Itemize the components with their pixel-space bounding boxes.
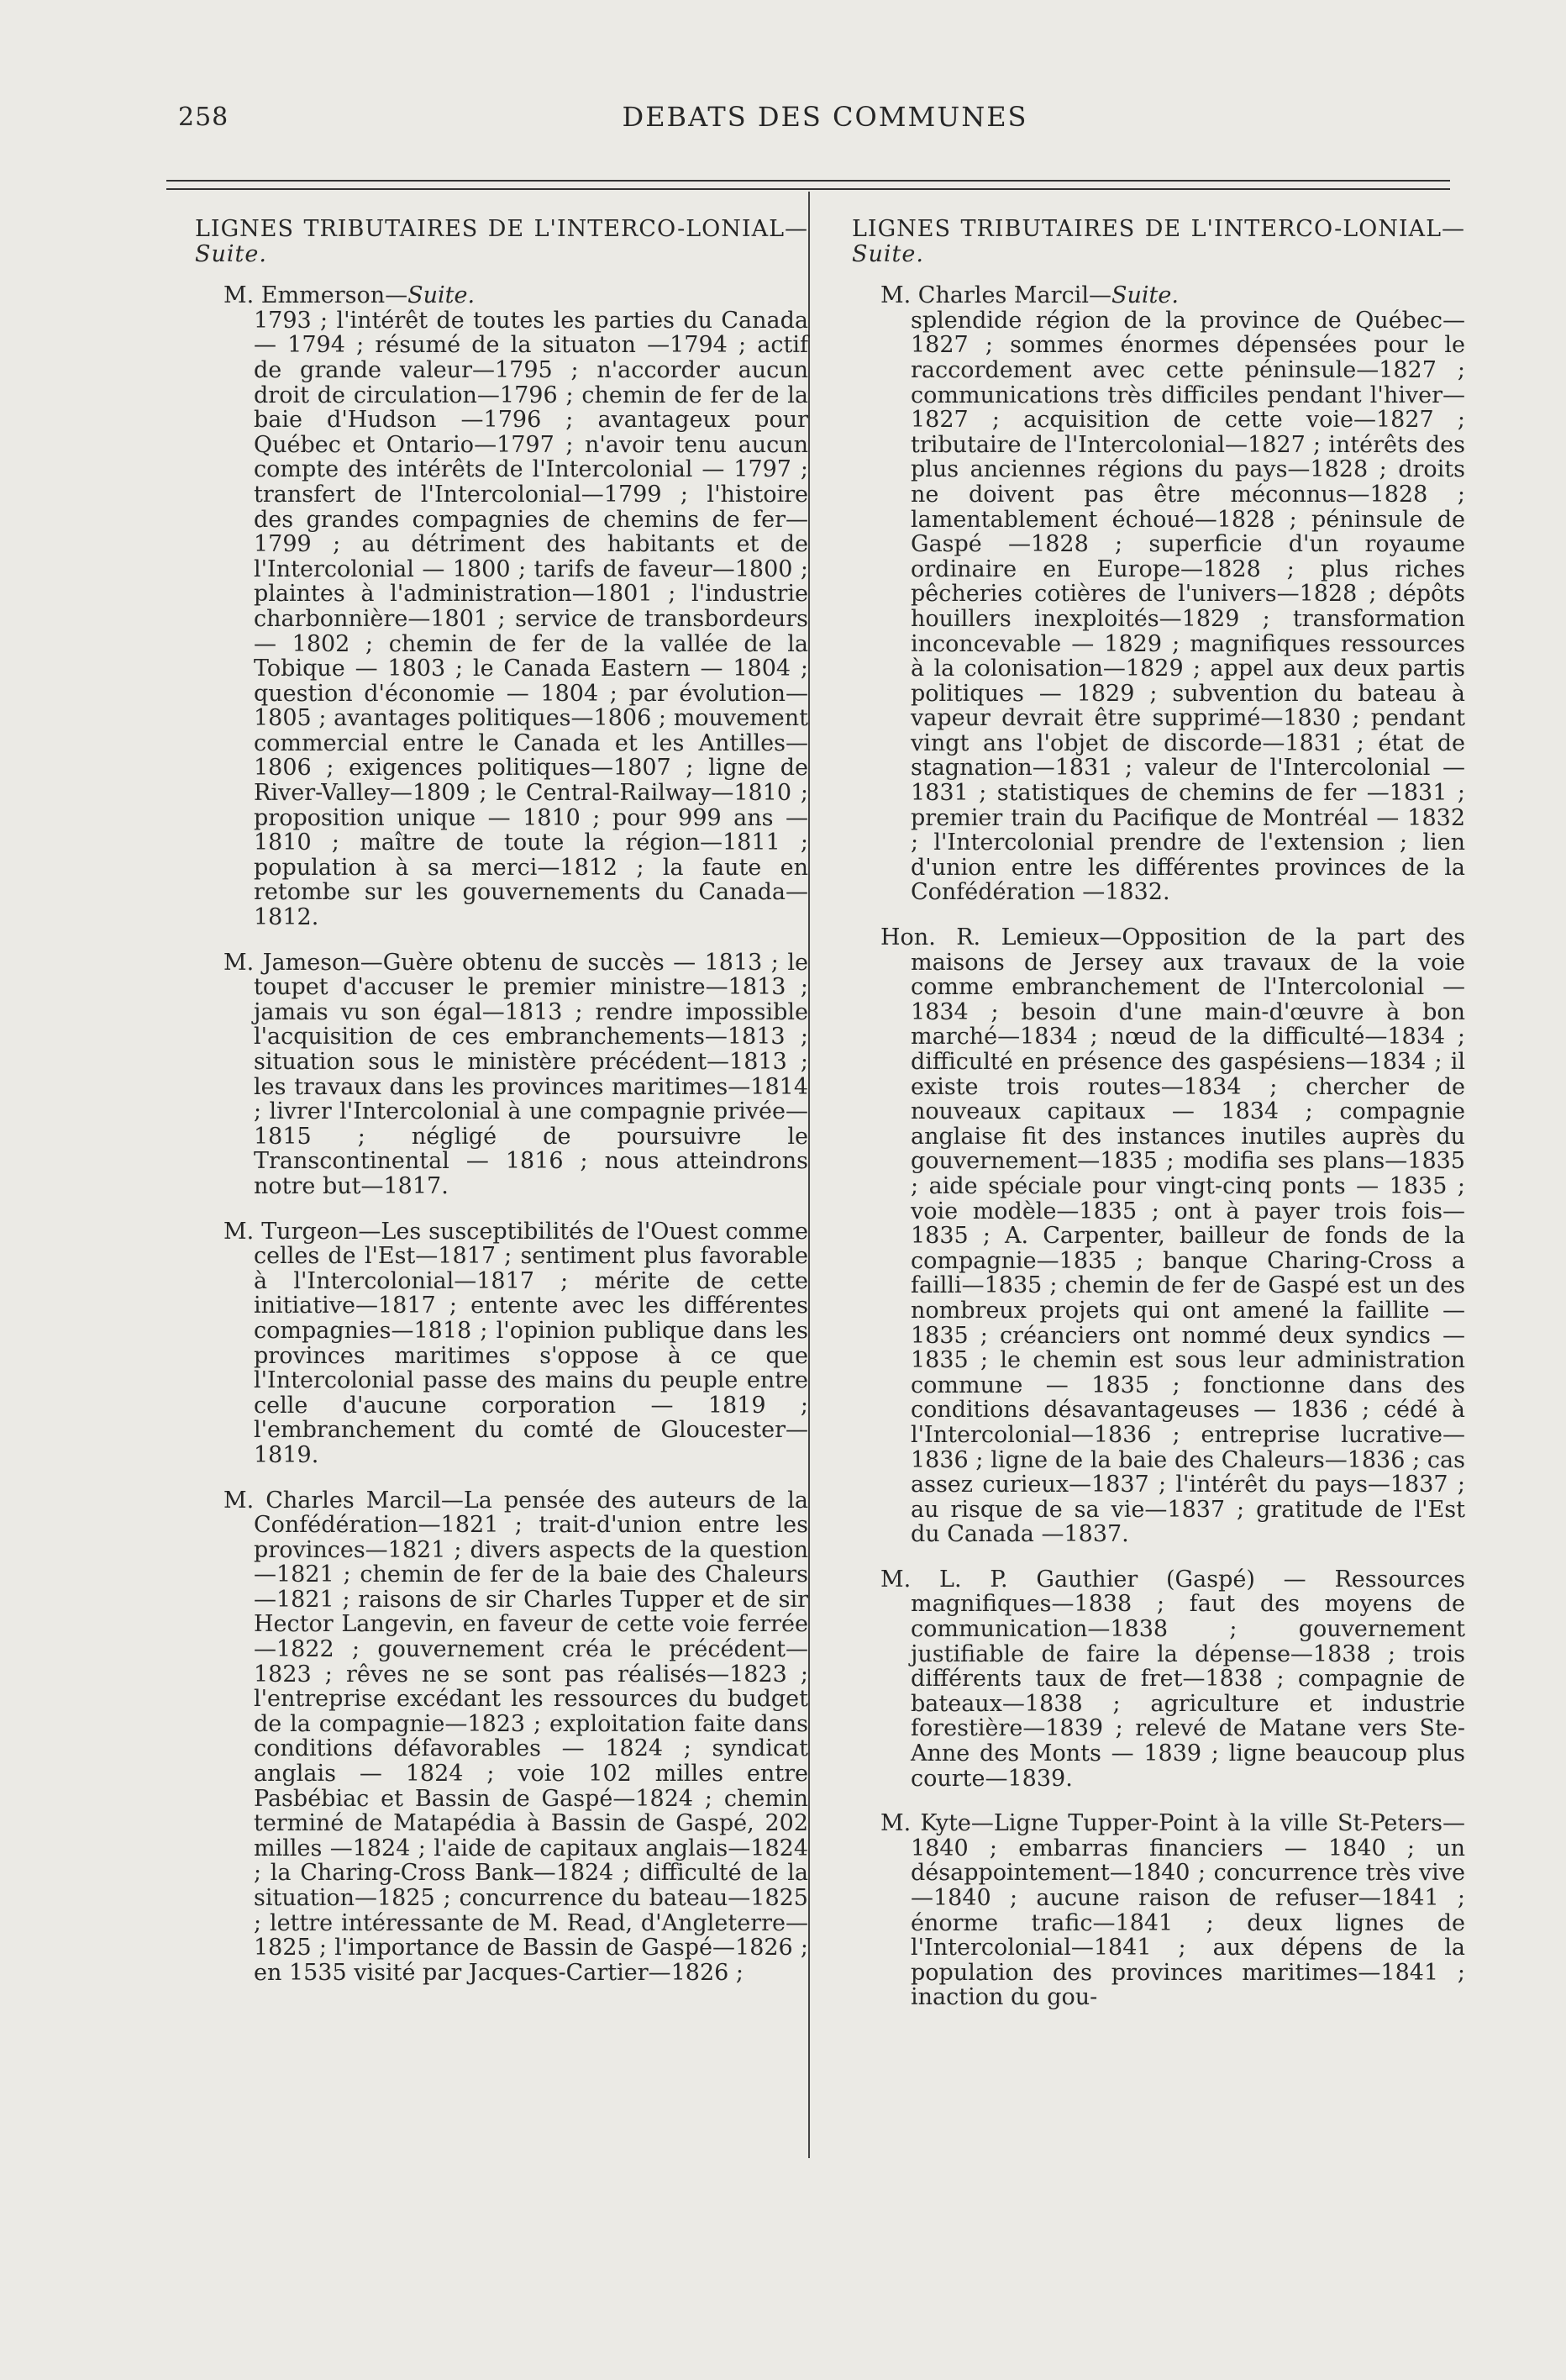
index-entry: M. Jameson—Guère obtenu de succès — 1813 ; le toupet d'accuser le premier ministre—1813 ; jamais vu son égal—1813 ; rendre impossible l'acquisition de ces embranchements—1813 ; situation sous le ministère précédent—1813 ; les travaux dans les provinces maritimes—1814 ; livrer l'Intercolonial à une compagnie privée—1815 ; négligé de poursuivre le Transcontinental — 1816 ; nous atteindrons notre but—1817. [223,949,808,1199]
index-entry: M. Charles Marcil—La pensée des auteurs de la Confédération—1821 ; trait-d'union entre les provinces—1821 ; divers aspects de la question—1821 ; chemin de fer de la baie des Chaleurs—1821 ; raisons de sir Charles Tupper et de sir Hector Langevin, en faveur de cette voie ferrée—1822 ; gouvernement créa le précédent—1823 ; rêves ne se sont pas réalisés—1823 ; l'entreprise excédant les ressources du budget de la compagnie—1823 ; exploitation faite dans conditions défavorables — 1824 ; syndicat anglais — 1824 ; voie 102 milles entre Pasbébiac et Bassin de Gaspé—1824 ; chemin terminé de Matapédia à Bassin de Gaspé, 202 milles —1824 ; l'aide de capitaux anglais—1824 ; la Charing-Cross Bank—1824 ; difficulté de la situation—1825 ; concurrence du bateau—1825 ; lettre intéressante de M. Read, d'Angleterre—1825 ; l'importance de Bassin de Gaspé—1826 ; en 1535 visité par Jacques-Cartier—1826 ; [223,1487,808,1986]
index-entry [187,283,808,929]
column-divider [808,192,810,2158]
index-entry: M. L. P. Gauthier (Gaspé) — Ressources magnifiques—1838 ; faut des moyens de communication—1838 ; gouvernement justifiable de faire la dépense—1838 ; trois différents taux de fret—1838 ; compagnie de bateaux—1838 ; agriculture et industrie forestière—1839 ; relevé de Matane vers Ste-Anne des Monts — 1839 ; ligne beaucoup plus courte—1839. [880,1566,1465,1792]
heading-text: LIGNES TRIBUTAIRES DE L'INTERCO-LONIAL— [195,216,808,242]
index-entry: M. Turgeon—Les susceptibilités de l'Ouest comme celles de l'Est—1817 ; sentiment plus favorable à l'Intercolonial—1817 ; mérite de cette initiative—1817 ; entente avec les différentes compagnies—1818 ; l'opinion publique dans les provinces maritimes s'oppose à ce que l'Intercolonial passe des mains du peuple entre celle d'aucune corporation — 1819 ; l'embranchement du comté de Gloucester—1819. [223,1218,808,1468]
index-entry: Hon. R. Lemieux—Opposition de la part des maisons de Jersey aux travaux de la voie comme embranchement de l'Intercolonial — 1834 ; besoin d'une main-d'œuvre à bon marché—1834 ; nœud de la difficulté—1834 ; difficulté en présence des gaspésiens—1834 ; il existe trois routes—1834 ; chercher de nouveaux capitaux — 1834 ; compagnie anglaise fit des instances inutiles auprès du gouvernement—1835 ; modifia ses plans—1835 ; aide spéciale pour vingt-cinq ponts — 1835 ; voie modèle—1835 ; ont à payer trois fois—1835 ; A. Carpenter, bailleur de fonds de la compagnie—1835 ; banque Charing-Cross a failli—1835 ; chemin de fer de Gaspé est un des nombreux projets qui ont amené la faillite — 1835 ; créanciers ont nommé deux syndics — 1835 ; le chemin est sous leur administration commune — 1835 ; fonctionne dans des conditions désavantageuses — 1836 ; cédé à l'Intercolonial—1836 ; entreprise lucrative—1836 ; ligne de la baie des Chaleurs—1836 ; cas assez curieux—1837 ; l'intérêt du pays—1837 ; au risque de sa vie—1837 ; gratitude de l'Est du Canada —1837. [880,924,1465,1548]
section-heading [195,217,808,266]
right-column [843,217,1465,2030]
entry-text: 1793 ; l'intérêt de toutes les parties du Canada — 1794 ; résumé de la situaton —1794 ; actif de grande valeur—1795 ; n'accorder aucun droit de circulation—1796 ; chemin de fer de la baie d'Hudson —1796 ; avantageux pour Québec et Ontario—1797 ; n'avoir tenu aucun compte des intérêts de l'Intercolonial — 1797 ; transfert de l'Intercolonial—1799 ; l'histoire des grandes compagnies de chemins de fer—1799 ; au détriment des habitants et de l'Intercolonial — 1800 ; tarifs de faveur—1800 ; plaintes à l'administration—1801 ; l'industrie charbonnière—1801 ; service de transbordeurs — 1802 ; chemin de fer de la vallée de la Tobique — 1803 ; le Canada Eastern — 1804 ; question d'économie — 1804 ; par évolution—1805 ; avantages politiques—1806 ; mouvement commercial entre le Canada et les Antilles—1806 ; exigences politiques—1807 ; ligne de River-Valley—1809 ; le Central-Railway—1810 ; proposition unique — 1810 ; pour 999 ans — 1810 ; maître de toute la région—1811 ; population à sa merci—1812 ; la faute en retombe sur les gouvernements du Canada—1812. [254,307,808,931]
section-heading [852,217,1465,266]
index-entry [843,283,1465,905]
heading-suffix: Suite. [195,240,267,267]
running-head: DEBATS DES COMMUNES [622,101,1028,133]
heading-suffix: Suite. [852,240,924,267]
heading-text: LIGNES TRIBUTAIRES DE L'INTERCO-LONIAL— [852,216,1465,242]
left-column [187,217,808,2005]
header-rule-secondary [166,188,1450,190]
header-rule [166,180,1450,182]
speaker-name: M. Emmerson—Suite. [223,282,476,309]
entry-text: splendide région de la province de Québec—1827 ; sommes énormes dépensées pour le raccordement avec cette péninsule—1827 ; communications très difficiles pendant l'hiver—1827 ; acquisition de cette voie—1827 ; tributaire de l'Intercolonial—1827 ; intérêts des plus anciennes régions du pays—1828 ; droits ne doivent pas être méconnus—1828 ; lamentablement échoué—1828 ; péninsule de Gaspé —1828 ; superficie d'un royaume ordinaire en Europe—1828 ; plus riches pêcheries cotières de l'univers—1828 ; dépôts houillers inexploités—1829 ; transformation inconcevable — 1829 ; magnifiques ressources à la colonisation—1829 ; appel aux deux partis politiques — 1829 ; subvention du bateau à vapeur devrait être supprimé—1830 ; pendant vingt ans l'objet de discorde—1831 ; état de stagnation—1831 ; valeur de l'Intercolonial —1831 ; statistiques de chemins de fer —1831 ; premier train du Pacifique de Montréal — 1832 ; l'Intercolonial prendre de l'extension ; lien d'union entre les différentes provinces de la Confédération —1832. [911,307,1465,906]
index-entry: M. Kyte—Ligne Tupper-Point à la ville St-Peters—1840 ; embarras financiers — 1840 ; un désappointement—1840 ; concurrence très vive—1840 ; aucune raison de refuser—1841 ; énorme trafic—1841 ; deux lignes de l'Intercolonial—1841 ; aux dépens de la population des provinces maritimes—1841 ; inaction du gou- [880,1810,1465,2011]
speaker-name: M. Charles Marcil—Suite. [880,282,1179,309]
page-number: 258 [178,103,229,132]
